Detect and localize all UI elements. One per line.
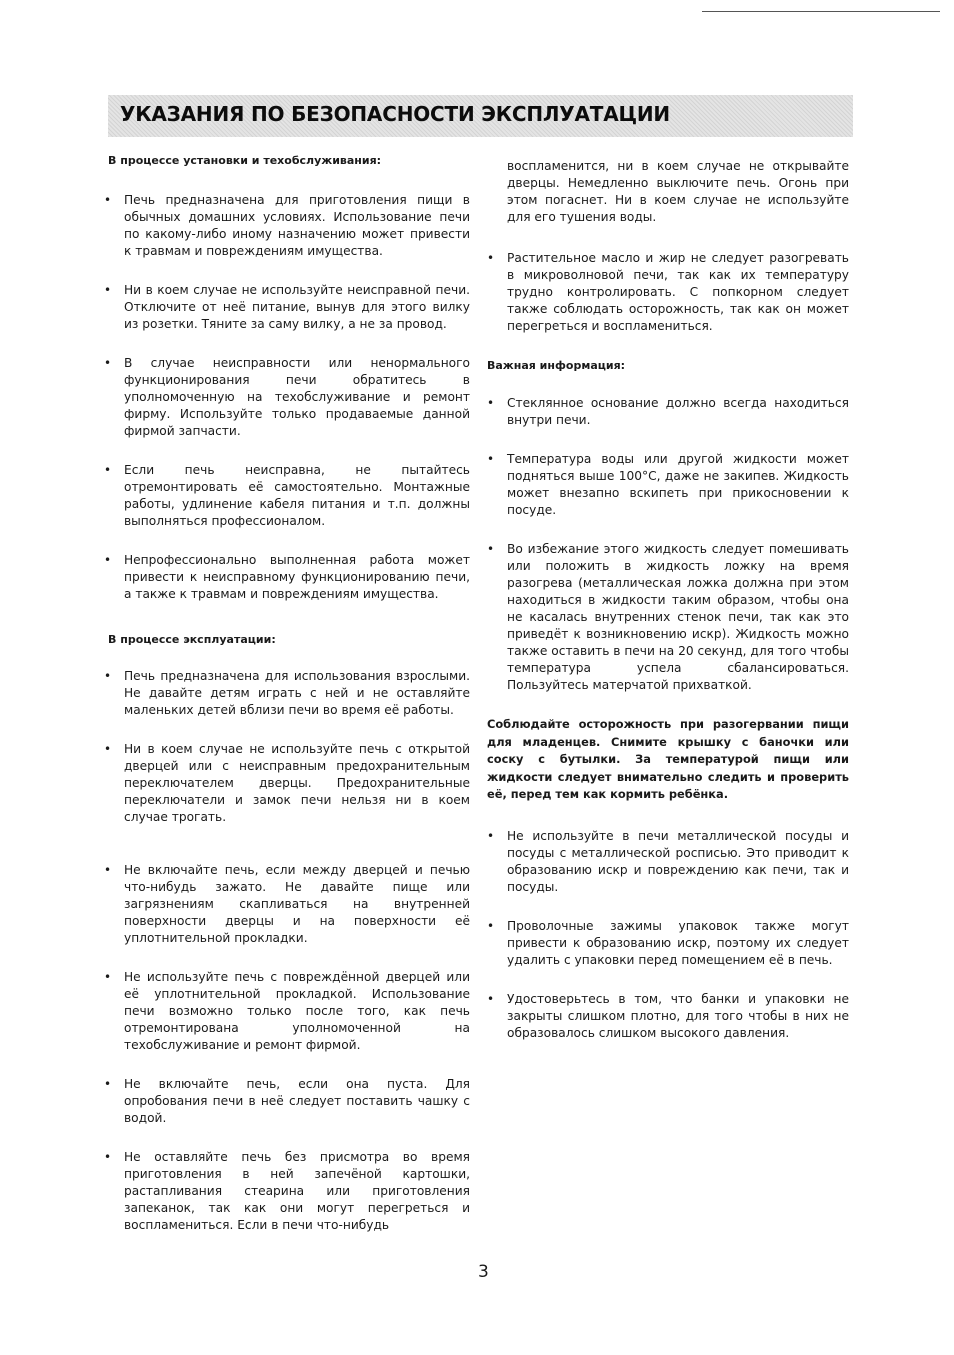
list-item: • Непрофессионально выполненная работа может привести к неисправному функционированию печи, а также к травмам и повреждениям имущества. xyxy=(100,552,470,603)
list-item: • Не оставляйте печь без присмотра во время приготовления в ней запечёной картошки, растапливания стеарина или приготовления запеканок, так как они могут перегреться и воспламениться. Если в печи что-нибудь xyxy=(100,1149,470,1234)
section-heading-installation: В процессе установки и техобслуживания: xyxy=(108,154,382,167)
list-item: • Не включайте печь, если между дверцей и печью что-нибудь зажато. Не давайте пище или загрязнениям скапливаться на внутренней поверхности дверцы и на поверхности её уплотнительной прокладки. xyxy=(100,862,470,947)
list-item: • Не включайте печь, если она пуста. Для опробования печи в неё следует поставить чашку с водой. xyxy=(100,1076,470,1127)
list-item: • Проволочные зажимы упаковок также могут привести к образованию искр, поэтому их следует удалить с упаковки перед помещением её в печь. xyxy=(483,918,849,969)
list-item: • Стеклянное основание должно всегда находиться внутри печи. xyxy=(483,395,849,429)
section-heading-important: Важная информация: xyxy=(487,359,626,372)
list-item: • Если печь неисправна, не пытайтесь отремонтировать её самостоятельно. Монтажные работы, удлинение кабеля питания и т.п. должны выполняться профессионалом. xyxy=(100,462,470,530)
list-item: • Печь предназначена для использования взрослыми. Не давайте детям играть с ней и не оставляйте маленьких детей вблизи печи во время её работы. xyxy=(100,668,470,719)
list-item: • Не используйте в печи металлической посуды и посуды с металлической росписью. Это приводит к образованию искр и повреждению как печи, так и посуды. xyxy=(483,828,849,896)
list-item: • В случае неисправности или ненормального функционирования печи обратитесь в уполномоченную на техобслуживание и ремонт фирму. Используйте только продаваемые данной фирмой запчасти. xyxy=(100,355,470,440)
page-number: 3 xyxy=(478,1262,489,1282)
list-item: • Во избежание этого жидкость следует помешивать или положить в жидкость ложку на время разогрева (металлическая ложка должна при этом находиться в жидкости таким образом, чтобы она не касалась внутренних стенок печи, так как это приведёт к возникновению искр). Жидкость можно также оставить в печи на 20 секунд, для того чтобы температура успела сбалансироваться. Пользуйтесь матерчатой прихваткой. xyxy=(483,541,849,694)
list-item: • Растительное масло и жир не следует разогревать в микроволновой печи, так как их температуру трудно контролировать. С попкорном следует также соблюдать осторожность, так как он может перегреться и воспламениться. xyxy=(483,250,849,335)
metal-list xyxy=(483,828,849,1042)
installation-list xyxy=(100,192,470,603)
list-item: • Удостоверьтесь в том, что банки и упаковки не закрыты слишком плотно, для того чтобы в них не образовалось слишком высокого давления. xyxy=(483,991,849,1042)
important-list xyxy=(483,395,849,694)
list-item: • Температура воды или другой жидкости может подняться выше 100°С, даже не закипев. Жидкость может внезапно вскипеть при прикосновении к посуде. xyxy=(483,451,849,519)
left-column xyxy=(100,152,470,1234)
list-item: • Ни в коем случае не используйте печь с открытой дверцей или с неисправным предохранительным переключателем дверцы. Предохранительные переключатели и замок печи нельзя ни в коем случае трогать. xyxy=(100,741,470,826)
page-title: УКАЗАНИЯ ПО БЕЗОПАСНОСТИ ЭКСПЛУАТАЦИИ xyxy=(120,102,670,126)
section-heading-operation: В процессе эксплуатации: xyxy=(108,633,276,646)
title-banner xyxy=(108,95,853,137)
list-item: • Печь предназначена для приготовления пищи в обычных домашних условиях. Использование печи по какому-либо иному назначению может привести к травмам и повреждениям имущества. xyxy=(100,192,470,260)
baby-food-warning: Соблюдайте осторожность при разогервании пищи для младенцев. Снимите крышку с баночки или соску с бутылки. За температурой пищи или жидкости следует внимательно следить и проверить её, перед тем как кормить ребёнка. xyxy=(487,717,849,801)
oil-list xyxy=(483,250,849,335)
list-item: • Не используйте печь с повреждённой дверцей или её уплотнительной прокладкой. Использование печи возможно только после того, как печь отремонтирована уполномоченной на техобслуживание и ремонт фирмой. xyxy=(100,969,470,1054)
header-rule xyxy=(702,11,940,12)
operation-list xyxy=(100,668,470,1234)
list-item: • Ни в коем случае не используйте неисправной печи. Отключите от неё питание, вынув для этого вилку из розетки. Тяните за саму вилку, а не за провод. xyxy=(100,282,470,333)
right-column xyxy=(483,158,849,1064)
continued-paragraph: воспламенится, ни в коем случае не открывайте дверцы. Немедленно выключите печь. Огонь при этом погаснет. Ни в коем случае не используйте для его тушения воды. xyxy=(507,159,849,224)
